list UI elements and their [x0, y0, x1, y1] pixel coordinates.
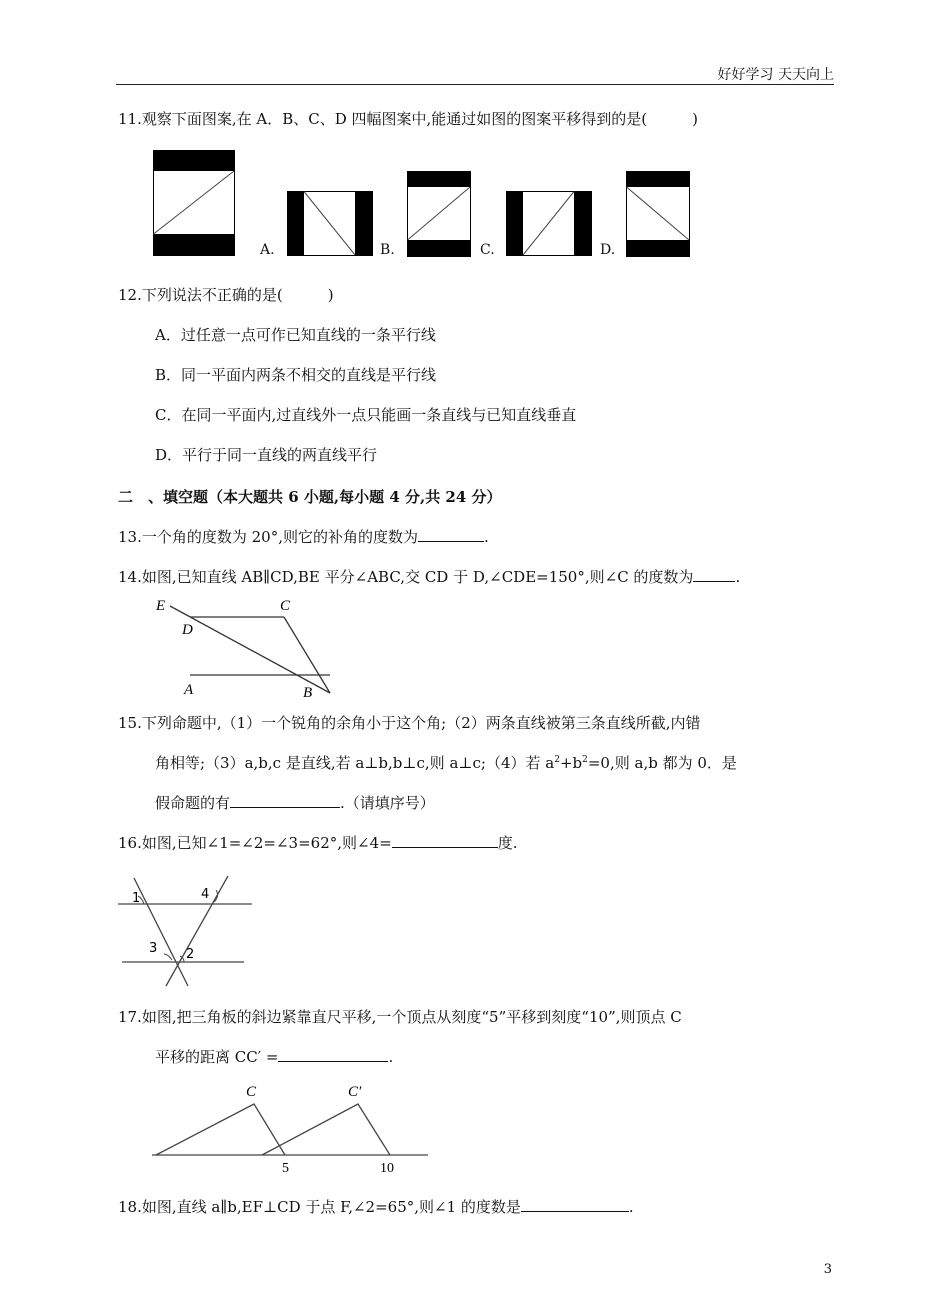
q14-figure [150, 596, 320, 700]
q12-option-a: A．过任意一点可作已知直线的一条平行线 [155, 326, 436, 344]
q14-answer-blank [693, 567, 735, 582]
q15-line2b: +b [559, 754, 583, 772]
q14-text: 14.如图,已知直线 AB∥CD,BE 平分∠ABC,交 CD 于 D,∠CDE=150°,则∠C 的度数为 [118, 568, 694, 586]
q15-sup2: 2 [582, 755, 588, 765]
q17-line2a: 平移的距离 CC′ = [155, 1048, 279, 1066]
q15-line2a: 角相等;（3）a,b,c 是直线,若 a⊥b,b⊥c,则 a⊥c;（4）若 a [155, 754, 555, 772]
q17-tick-5: 5 [282, 1161, 289, 1176]
q15-line2c: =0,则 a,b 都为 0．是 [587, 754, 737, 772]
header-text: 好好学习 天天向上 [717, 67, 834, 83]
q14-line [118, 566, 740, 587]
q13-period: . [483, 528, 489, 546]
q18-line [118, 1196, 634, 1217]
q12-option-d: D．平行于同一直线的两直线平行 [155, 446, 378, 464]
q17-line2b: . [388, 1048, 394, 1066]
q14-period: . [735, 568, 741, 586]
q17-answer-blank [278, 1047, 388, 1062]
q15-line3b: .（请填序号） [340, 794, 435, 812]
q18-text: 18.如图,直线 a∥b,EF⊥CD 于点 F,∠2=65°,则∠1 的度数是 [118, 1198, 521, 1216]
q13-answer-blank [418, 527, 484, 542]
q11-original-pattern [153, 150, 235, 256]
q11-option-c-pattern [407, 171, 471, 257]
q15-line3 [155, 792, 435, 813]
q17-figure [150, 1080, 430, 1180]
q17-line1: 17.如图,把三角板的斜边紧靠直尺平移,一个顶点从刻度“5”平移到刻度“10”,则顶点 C [118, 1008, 682, 1026]
q15-line3a: 假命题的有 [155, 794, 231, 812]
q11-text: 11.观察下面图案,在 A．B、C、D 四幅图案中,能通过如图的图案平移得到的是( ) [118, 110, 698, 128]
q14-label-c: C [280, 598, 291, 614]
q16-label-2: 2 [186, 947, 195, 962]
q11-option-a-label: A. [260, 242, 275, 258]
q16-label-3: 3 [149, 941, 158, 956]
q17-line2 [155, 1046, 393, 1067]
q16-answer-blank [392, 833, 498, 848]
q14-label-d: D [182, 622, 193, 638]
q16-unit: 度. [497, 834, 518, 852]
q17-label-c: C [246, 1084, 257, 1100]
q16-label-1: 1 [132, 891, 141, 906]
q15-sup1: 2 [554, 755, 560, 765]
q11-option-d-label: D. [600, 242, 616, 258]
q17-label-c-prime: C′ [348, 1084, 362, 1100]
q12-stem: 12.下列说法不正确的是( ) [118, 286, 334, 304]
page-number: 3 [823, 1262, 832, 1277]
q12-option-c: C．在同一平面内,过直线外一点只能画一条直线与已知直线垂直 [155, 406, 577, 424]
q15-line1: 15.下列命题中,（1）一个锐角的余角小于这个角;（2）两条直线被第三条直线所截,内错 [118, 714, 701, 732]
q17-tick-10: 10 [380, 1161, 394, 1176]
q12-option-b: B．同一平面内两条不相交的直线是平行线 [155, 366, 437, 384]
q14-label-a: A [184, 682, 194, 698]
header-rule [116, 84, 834, 85]
q11-option-c-label: C. [480, 242, 495, 258]
q15-line2 [155, 752, 737, 773]
q15-answer-blank [230, 793, 340, 808]
q14-label-b: B [303, 685, 313, 701]
q11-option-b-pattern [287, 191, 373, 257]
q16-line [118, 832, 517, 853]
q14-label-e: E [156, 598, 166, 614]
q13-text: 13.一个角的度数为 20°,则它的补角的度数为 [118, 528, 418, 546]
q16-text: 16.如图,已知∠1=∠2=∠3=62°,则∠4= [118, 834, 392, 852]
q16-figure [116, 872, 254, 990]
q11-option-d-pattern [506, 191, 592, 257]
section2-title: 二 、填空题（本大题共 6 小题,每小题 4 分,共 24 分） [118, 488, 502, 506]
q11-option-d2-pattern [626, 171, 690, 257]
q18-period: . [628, 1198, 634, 1216]
q16-label-4: 4 [201, 887, 210, 902]
q18-answer-blank [521, 1197, 629, 1212]
q13-line [118, 526, 489, 547]
q11-option-b-label: B. [380, 242, 395, 258]
